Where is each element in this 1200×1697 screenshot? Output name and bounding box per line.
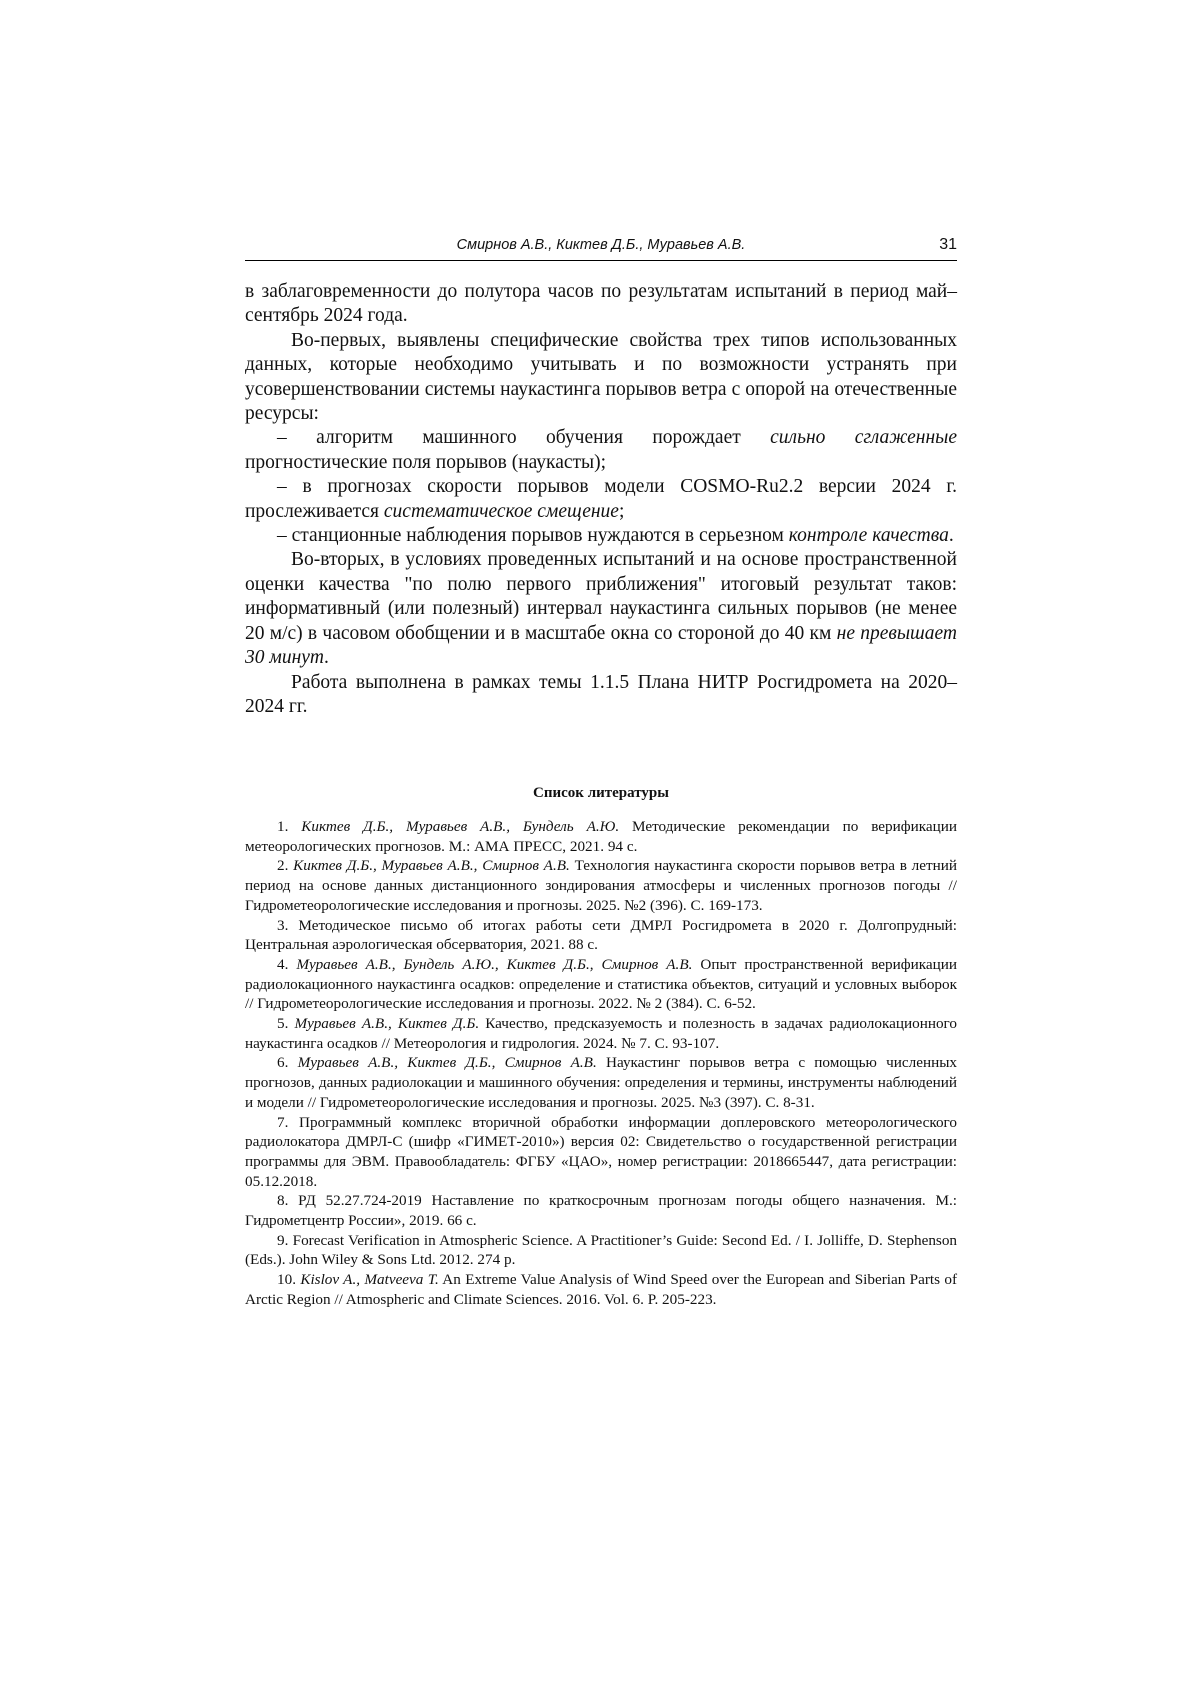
paragraph-first-point: Во-первых, выявлены специфические свойства трех типов использованных данных, которые необходимо учитывать и по возможности устранять при усовершенствовании системы наукастинга порывов ветра с опорой на отечественные ресурсы: — [245, 329, 957, 425]
reference-item — [245, 856, 957, 915]
reference-authors: Kislov A., Matveeva T. — [300, 1271, 439, 1289]
reference-item — [245, 1191, 957, 1230]
reference-authors: Муравьев А.В., Киктев Д.Б. — [294, 1015, 480, 1033]
list-item-ml — [245, 426, 957, 475]
reference-number: 5. — [277, 1015, 295, 1033]
item-text: – алгоритм машинного обучения порождает — [277, 427, 771, 449]
item-text: . — [948, 525, 954, 547]
reference-number: 1. — [277, 818, 302, 835]
reference-number: 7. — [277, 1113, 300, 1131]
reference-item — [245, 817, 957, 856]
reference-text: An Extreme Value Analysis of Wind Speed over the European and Siberian Parts of Arctic Region // Atmospheric and Climate Sciences. 2016. Vol. 6. P. 205-223. — [245, 1271, 958, 1308]
item-emphasis: контроле качества — [788, 525, 949, 547]
reference-text: Опыт пространственной верификации радиолокационного наукастинга осадков: определение и статистика объектов, ситуаций и условных выборок // Гидрометеорологические исследования и прогнозы. 2022. № 2 (384). С. 6-52. — [245, 955, 957, 1013]
paragraph-text: Во-вторых, в условиях проведенных испытаний и на основе пространственной оценки качества "по полю первого приближения" итоговый результат таков: информативный (или полезный) интервал наукастинга сильных порывов (не менее 20 м/с) в часовом обобщении и в масштабе окна со стороной до 40 км — [245, 549, 957, 644]
reference-item — [245, 1231, 957, 1270]
paragraph-continuation: в заблаговременности до полутора часов по результатам испытаний в период май–сентябрь 2024 года. — [245, 281, 957, 327]
reference-number: 8. — [277, 1192, 299, 1210]
running-header — [245, 236, 957, 261]
reference-item — [245, 955, 957, 1014]
list-item-cosmo — [245, 475, 957, 524]
paragraph-acknowledgement: Работа выполнена в рамках темы 1.1.5 Плана НИТР Росгидромета на 2020–2024 гг. — [245, 671, 957, 717]
item-text: – в прогнозах скорости порывов модели COSMO-Ru2.2 версии 2024 г. прослеживается — [245, 476, 957, 522]
reference-text: Технология наукастинга скорости порывов ветра в летний период на основе данных дистанционного зондирования атмосферы и численных прогнозов погоды // Гидрометеорологические исследования и прогнозы. 2025. №2 (396). С. 169-173. — [245, 857, 957, 914]
main-text — [245, 280, 957, 719]
reference-text: Методическое письмо об итогах работы сети ДМРЛ Росгидромета в 2020 г. Долгопрудный: Центральная аэрологическая обсерватория, 2021. 88 с. — [245, 916, 957, 954]
paragraph-text: . — [323, 647, 329, 669]
reference-text: Качество, предсказуемость и полезность в задачах радиолокационного наукастинга осадков // Метеорология и гидрология. 2024. № 7. С. 93-107. — [245, 1015, 957, 1052]
reference-authors: Муравьев А.В., Бундель А.Ю., Киктев Д.Б., Смирнов А.В. — [296, 955, 693, 973]
reference-item — [245, 1270, 957, 1309]
paragraph-emphasis: не превышает 30 минут — [245, 622, 958, 669]
item-text: прогностические поля порывов (наукасты); — [245, 451, 607, 473]
reference-item — [245, 1113, 957, 1192]
reference-number: 6. — [277, 1054, 298, 1072]
list-item-stations — [245, 524, 957, 548]
reference-text: Методические рекомендации по верификации метеорологических прогнозов. М.: АМА ПРЕСС, 2021. 94 с. — [245, 818, 958, 855]
reference-item — [245, 1014, 957, 1053]
reference-number: 2. — [277, 857, 294, 875]
reference-number: 10. — [277, 1271, 301, 1289]
paragraph-second-point — [245, 548, 957, 670]
reference-authors: Муравьев А.В., Киктев Д.Б., Смирнов А.В. — [297, 1054, 597, 1072]
references-list — [245, 817, 957, 1310]
reference-number: 9. — [277, 1231, 293, 1249]
reference-item — [245, 1053, 957, 1112]
reference-authors: Киктев Д.Б., Муравьев А.В., Смирнов А.В. — [293, 857, 570, 875]
header-authors: Смирнов А.В., Киктев Д.Б., Муравьев А.В. — [456, 237, 746, 253]
item-text: – станционные наблюдения порывов нуждаются в серьезном — [277, 525, 789, 547]
page-number: 31 — [939, 236, 957, 253]
reference-authors: Киктев Д.Б., Муравьев А.В., Бундель А.Ю. — [301, 818, 620, 835]
item-text: ; — [618, 500, 625, 522]
reference-number: 4. — [277, 955, 297, 973]
references-title: Список литературы — [533, 785, 669, 801]
reference-text: Наукастинг порывов ветра с помощью численных прогнозов, данных радиолокации и машинного обучения: определения и термины, инструменты наблюдений и модели // Гидрометеорологические исследования и прогнозы. 2025. №3 (397). С. 8-31. — [245, 1054, 958, 1111]
reference-text: Forecast Verification in Atmospheric Science. A Practitioner’s Guide: Second Ed. / I. Jolliffe, D. Stephenson (Eds.). John Wiley & Sons Ltd. 2012. 274 p. — [245, 1231, 958, 1269]
item-emphasis: сильно сглаженные — [770, 427, 957, 449]
reference-number: 3. — [277, 916, 299, 934]
reference-item — [245, 916, 957, 955]
reference-text: Программный комплекс вторичной обработки информации доплеровского метеорологического радиолокатора ДМРЛ-С (шифр «ГИМЕТ-2010») версия 02: Свидетельство о государственной регистрации программы для ЭВМ. Правообладатель: ФГБУ «ЦАО», номер регистрации: 2018665447, дата регистрации: 05.12.2018. — [245, 1113, 958, 1190]
reference-text: РД 52.27.724-2019 Наставление по краткосрочным прогнозам погоды общего назначения. М.: Гидрометцентр России», 2019. 66 с. — [245, 1192, 957, 1230]
item-emphasis: систематическое смещение — [383, 500, 619, 522]
